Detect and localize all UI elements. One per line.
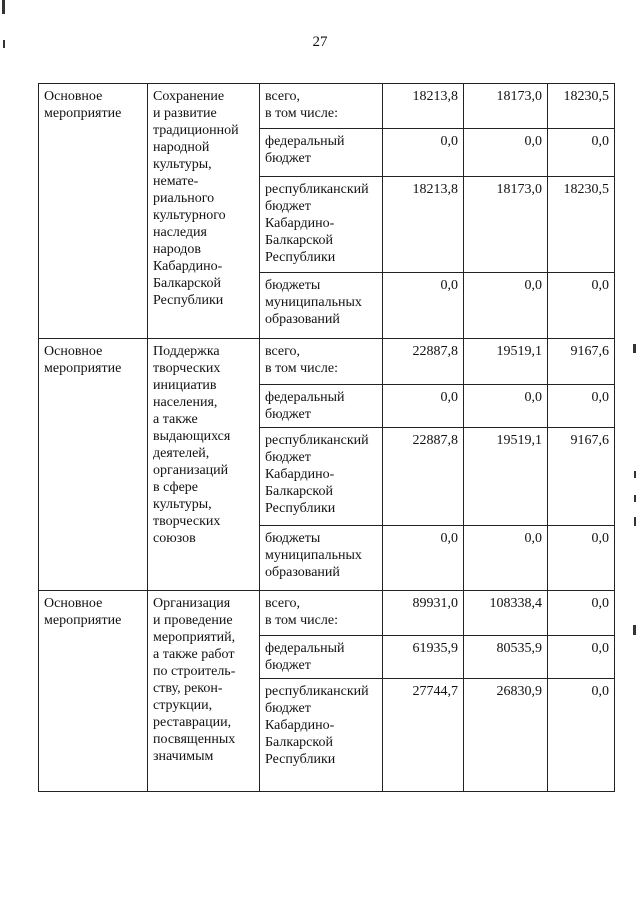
activity-name-cell: Организация и проведение мероприятий, а также работ по строитель- ству, рекон- струкции, реставрации, посвященных значимым <box>148 591 260 792</box>
funding-source-cell: бюджеты муниципальных образований <box>260 526 383 591</box>
scan-mark <box>633 344 636 353</box>
amount-cell-year-3: 0,0 <box>548 385 615 428</box>
amount-cell-year-3: 0,0 <box>548 679 615 792</box>
funding-source-cell: республиканский бюджет Кабардино- Балкарской Республики <box>260 428 383 526</box>
scan-mark <box>3 40 5 48</box>
amount-cell-year-1: 0,0 <box>383 385 464 428</box>
amount-cell-year-2: 19519,1 <box>464 339 548 385</box>
activity-name-cell: Сохранение и развитие традиционной народной культуры, немате- риального культурного наследия народов Кабардино- Балкарской Республики <box>148 84 260 339</box>
scan-mark <box>633 625 636 635</box>
amount-cell-year-3: 0,0 <box>548 273 615 339</box>
amount-cell-year-1: 0,0 <box>383 273 464 339</box>
amount-cell-year-3: 0,0 <box>548 526 615 591</box>
amount-cell-year-2: 108338,4 <box>464 591 548 636</box>
amount-cell-year-3: 0,0 <box>548 591 615 636</box>
amount-cell-year-2: 0,0 <box>464 526 548 591</box>
amount-cell-year-1: 0,0 <box>383 526 464 591</box>
amount-cell-year-1: 18213,8 <box>383 177 464 273</box>
amount-cell-year-1: 22887,8 <box>383 428 464 526</box>
activity-name-cell: Поддержка творческих инициатив населения, а также выдающихся деятелей, организаций в сфере культуры, творческих союзов <box>148 339 260 591</box>
amount-cell-year-3: 9167,6 <box>548 339 615 385</box>
funding-source-cell: всего, в том числе: <box>260 84 383 129</box>
amount-cell-year-3: 18230,5 <box>548 84 615 129</box>
amount-cell-year-2: 0,0 <box>464 273 548 339</box>
scan-mark <box>2 0 5 14</box>
amount-cell-year-2: 0,0 <box>464 129 548 177</box>
amount-cell-year-1: 18213,8 <box>383 84 464 129</box>
scan-mark <box>634 517 636 526</box>
amount-cell-year-1: 89931,0 <box>383 591 464 636</box>
amount-cell-year-2: 0,0 <box>464 385 548 428</box>
amount-cell-year-1: 0,0 <box>383 129 464 177</box>
amount-cell-year-2: 26830,9 <box>464 679 548 792</box>
funding-source-cell: всего, в том числе: <box>260 339 383 385</box>
amount-cell-year-1: 22887,8 <box>383 339 464 385</box>
scan-mark <box>634 495 636 502</box>
amount-cell-year-3: 0,0 <box>548 636 615 679</box>
funding-source-cell: всего, в том числе: <box>260 591 383 636</box>
activity-type-cell: Основное мероприятие <box>39 591 148 792</box>
table-row <box>39 84 615 129</box>
amount-cell-year-2: 18173,0 <box>464 177 548 273</box>
table-row <box>39 339 615 385</box>
funding-source-cell: бюджеты муниципальных образований <box>260 273 383 339</box>
scan-mark <box>634 471 636 478</box>
funding-source-cell: республиканский бюджет Кабардино- Балкарской Республики <box>260 177 383 273</box>
activity-type-cell: Основное мероприятие <box>39 84 148 339</box>
amount-cell-year-2: 80535,9 <box>464 636 548 679</box>
page-number: 27 <box>312 34 328 50</box>
budget-table <box>38 83 615 792</box>
amount-cell-year-1: 27744,7 <box>383 679 464 792</box>
amount-cell-year-3: 0,0 <box>548 129 615 177</box>
amount-cell-year-3: 18230,5 <box>548 177 615 273</box>
funding-source-cell: федеральный бюджет <box>260 385 383 428</box>
amount-cell-year-3: 9167,6 <box>548 428 615 526</box>
funding-source-cell: республиканский бюджет Кабардино- Балкарской Республики <box>260 679 383 792</box>
amount-cell-year-1: 61935,9 <box>383 636 464 679</box>
amount-cell-year-2: 19519,1 <box>464 428 548 526</box>
activity-type-cell: Основное мероприятие <box>39 339 148 591</box>
funding-source-cell: федеральный бюджет <box>260 636 383 679</box>
funding-source-cell: федеральный бюджет <box>260 129 383 177</box>
amount-cell-year-2: 18173,0 <box>464 84 548 129</box>
table-row <box>39 591 615 636</box>
